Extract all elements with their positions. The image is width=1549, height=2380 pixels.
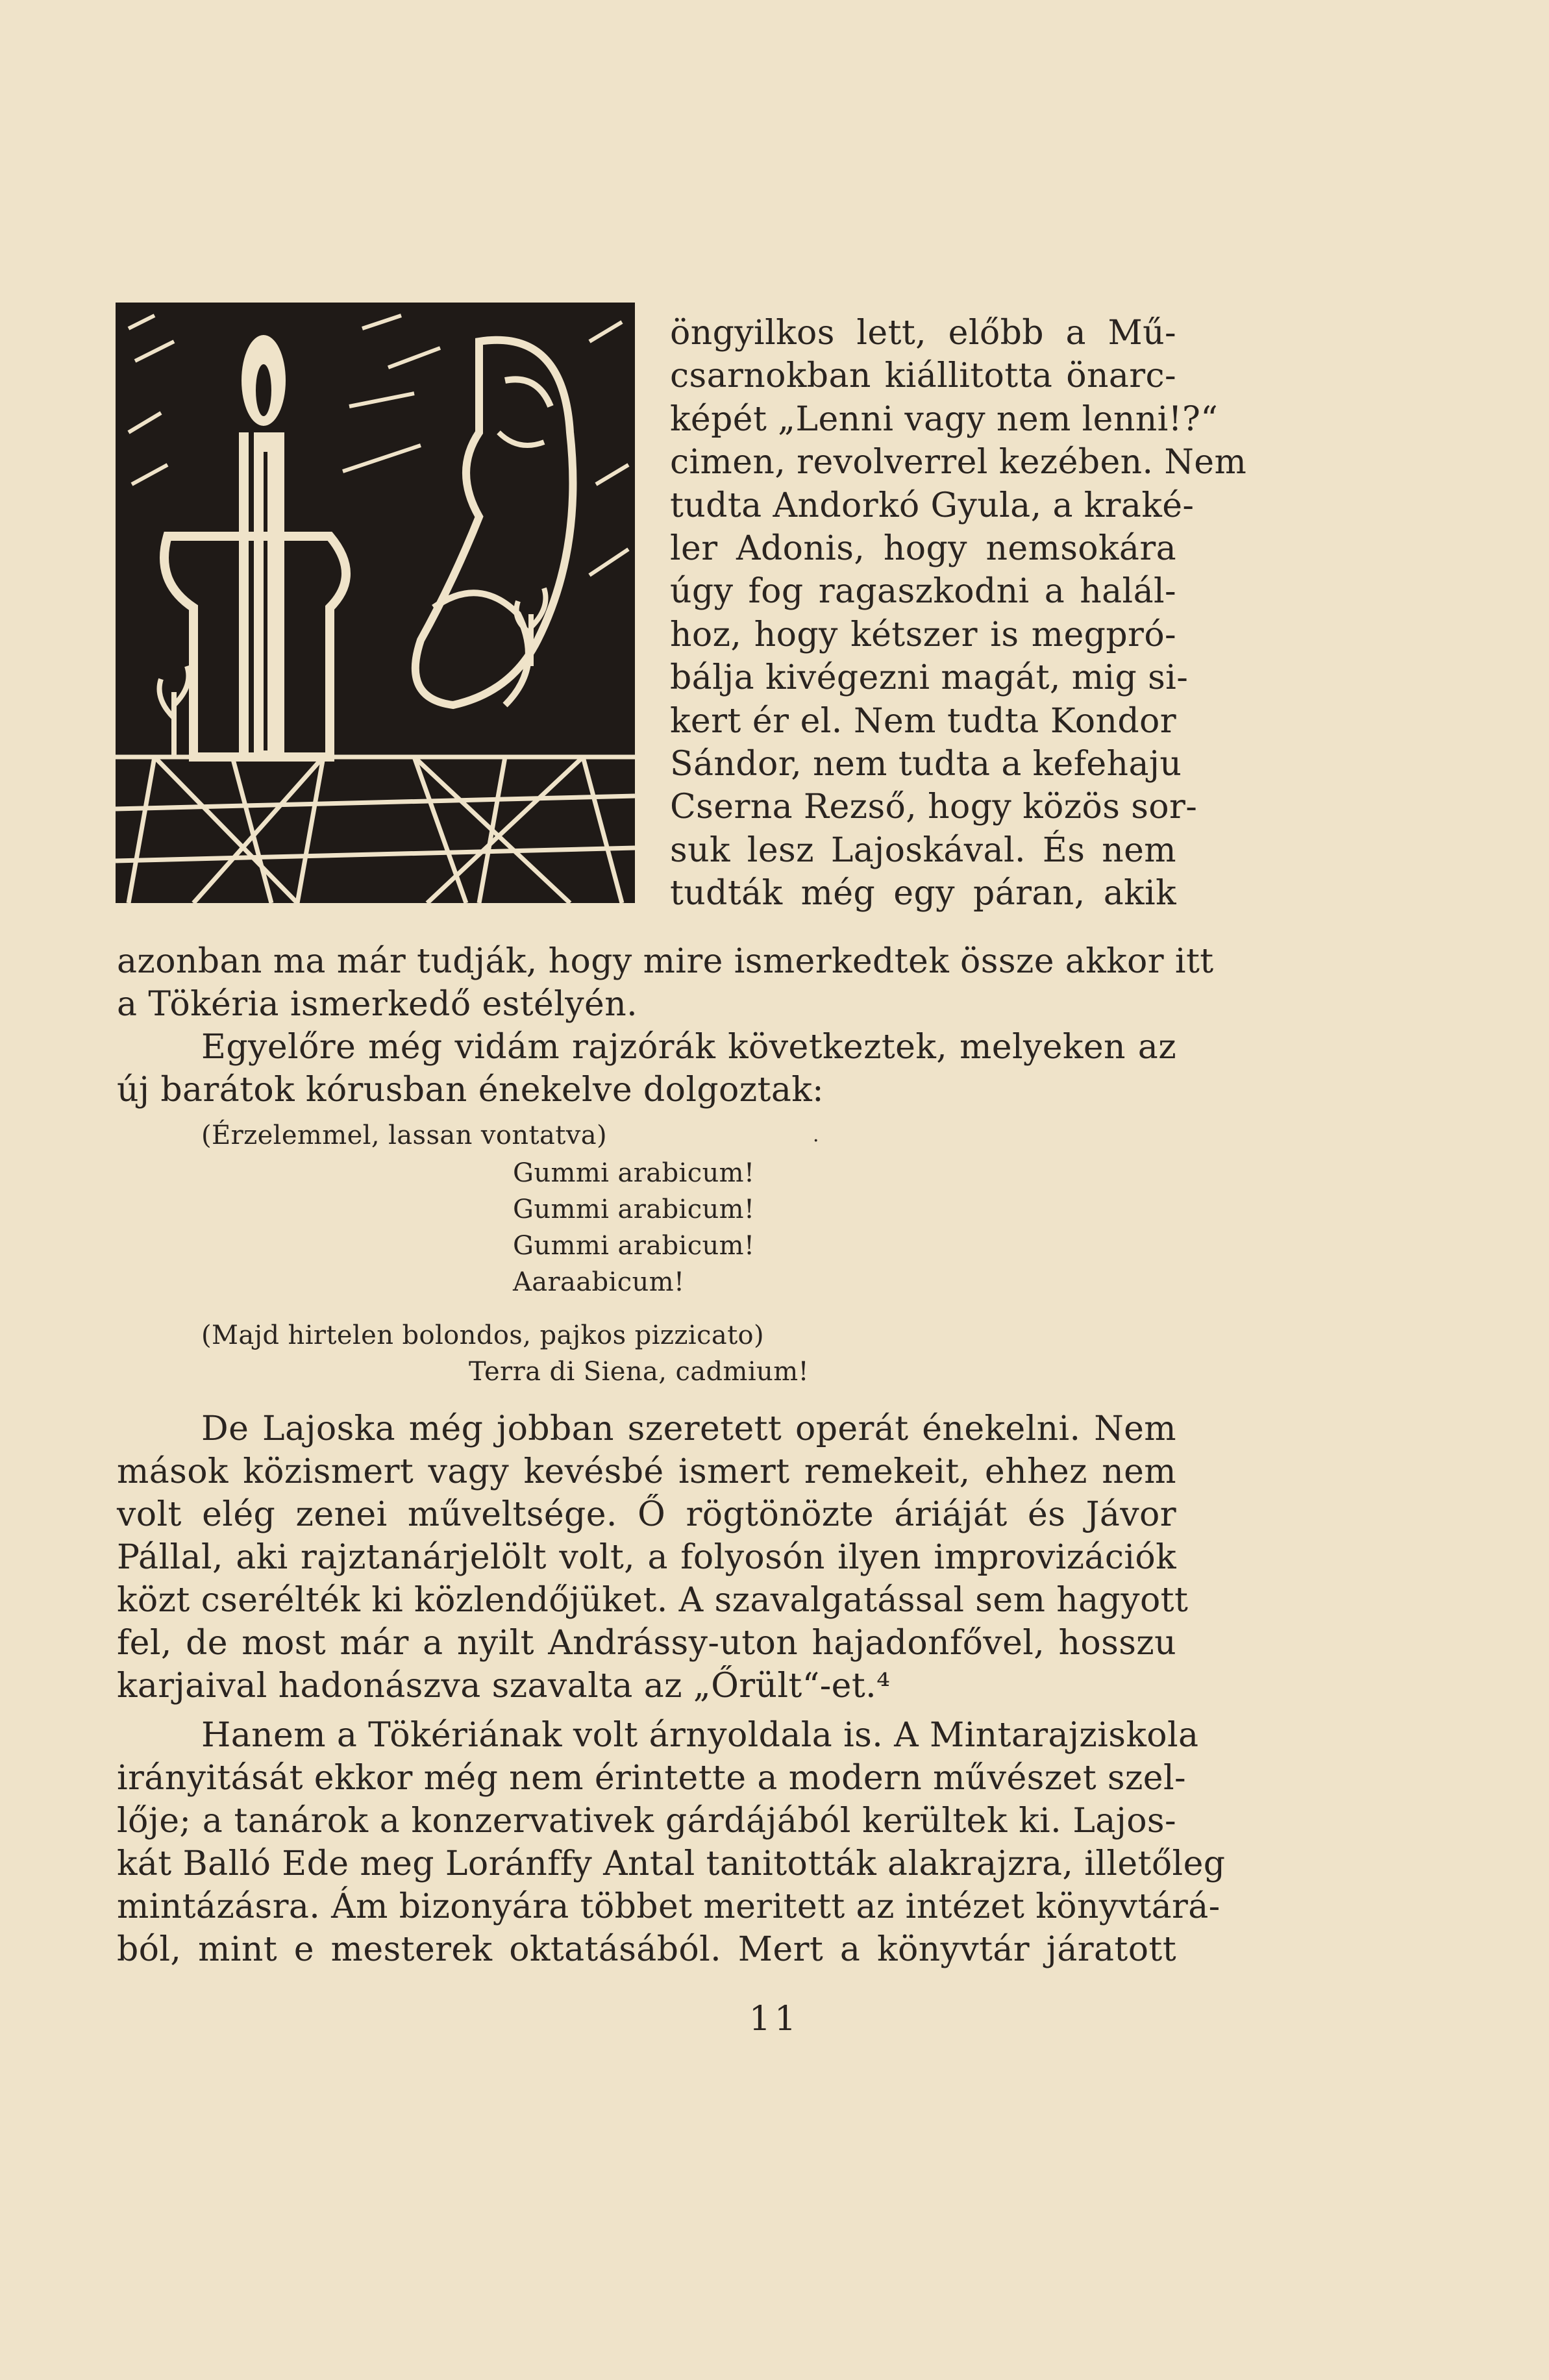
song-line: Aaraabicum!	[513, 1267, 685, 1297]
woodcut-candle-figure-icon	[116, 303, 635, 903]
text-line: képét „Lenni vagy nem lenni!?“	[670, 399, 1219, 439]
text-line: tudták még egy páran, akik	[670, 874, 1176, 913]
song-line: Terra di Siena, cadmium!	[469, 1357, 810, 1387]
page-number: 11	[749, 2000, 800, 2039]
text-line: új barátok kórusban énekelve dolgoztak:	[117, 1071, 824, 1109]
text-line: irányitását ekkor még nem érintette a modern művészet szel-	[117, 1759, 1186, 1798]
text-line: ból, mint e mesterek oktatásából. Mert a könyvtár járatott	[117, 1930, 1176, 1969]
text-line: De Lajoska még jobban szeretett operát énekelni. Nem	[201, 1409, 1176, 1448]
text-line: úgy fog ragaszkodni a halál-	[670, 572, 1176, 612]
text-line: karjaival hadonászva szavalta az „Őrült“-et.⁴	[117, 1667, 891, 1705]
text-line: cimen, revolverrel kezében. Nem	[670, 443, 1247, 482]
text-line: azonban ma már tudják, hogy mire ismerkedtek össze akkor itt	[117, 942, 1214, 981]
text-line: mintázásra. Ám bizonyára többet meritett az intézet könyvtárá-	[117, 1887, 1221, 1926]
text-line: suk lesz Lajoskával. És nem	[670, 830, 1176, 870]
song-line: Gummi arabicum!	[513, 1158, 755, 1188]
text-line: Egyelőre még vidám rajzórák következtek, melyeken az	[201, 1028, 1176, 1067]
stray-dot: ·	[813, 1130, 819, 1152]
text-line: volt elég zenei műveltsége. Ő rögtönözte áriáját és Jávor	[117, 1495, 1176, 1534]
song-line: Gummi arabicum!	[513, 1195, 755, 1224]
text-line: Sándor, nem tudta a kefehaju	[670, 745, 1182, 784]
text-line: öngyilkos lett, előbb a Mű-	[670, 314, 1176, 353]
text-line: Hanem a Tökériának volt árnyoldala is. A Mintarajziskola	[201, 1716, 1199, 1755]
text-line: tudta Andorkó Gyula, a kraké-	[670, 486, 1195, 525]
text-line: hoz, hogy kétszer is megpró-	[670, 615, 1176, 654]
text-line: kát Balló Ede meg Loránffy Antal tanitották alakrajzra, illetőleg	[117, 1844, 1226, 1883]
text-line: Cserna Rezső, hogy közös sor-	[670, 787, 1198, 827]
text-line: csarnokban kiállitotta önarc-	[670, 356, 1176, 396]
song-line: Gummi arabicum!	[513, 1231, 755, 1261]
text-line: bálja kivégezni magát, mig si-	[670, 658, 1189, 698]
song-direction: (Érzelemmel, lassan vontatva)	[201, 1121, 607, 1150]
text-line: Pállal, aki rajztanárjelölt volt, a folyosón ilyen improvizációk	[117, 1538, 1176, 1577]
text-line: lője; a tanárok a konzervativek gárdájából kerültek ki. Lajos-	[117, 1802, 1176, 1841]
text-line: közt cserélték ki közlendőjüket. A szavalgatással sem hagyott	[117, 1581, 1189, 1620]
song-direction: (Majd hirtelen bolondos, pajkos pizzicato)	[201, 1320, 765, 1350]
text-line: mások közismert vagy kevésbé ismert remekeit, ehhez nem	[117, 1452, 1176, 1491]
text-line: ler Adonis, hogy nemsokára	[670, 529, 1176, 568]
text-line: a Tökéria ismerkedő estélyén.	[117, 985, 638, 1024]
text-line: fel, de most már a nyilt Andrássy-uton hajadonfővel, hosszu	[117, 1624, 1176, 1663]
text-line: kert ér el. Nem tudta Kondor	[670, 701, 1176, 741]
